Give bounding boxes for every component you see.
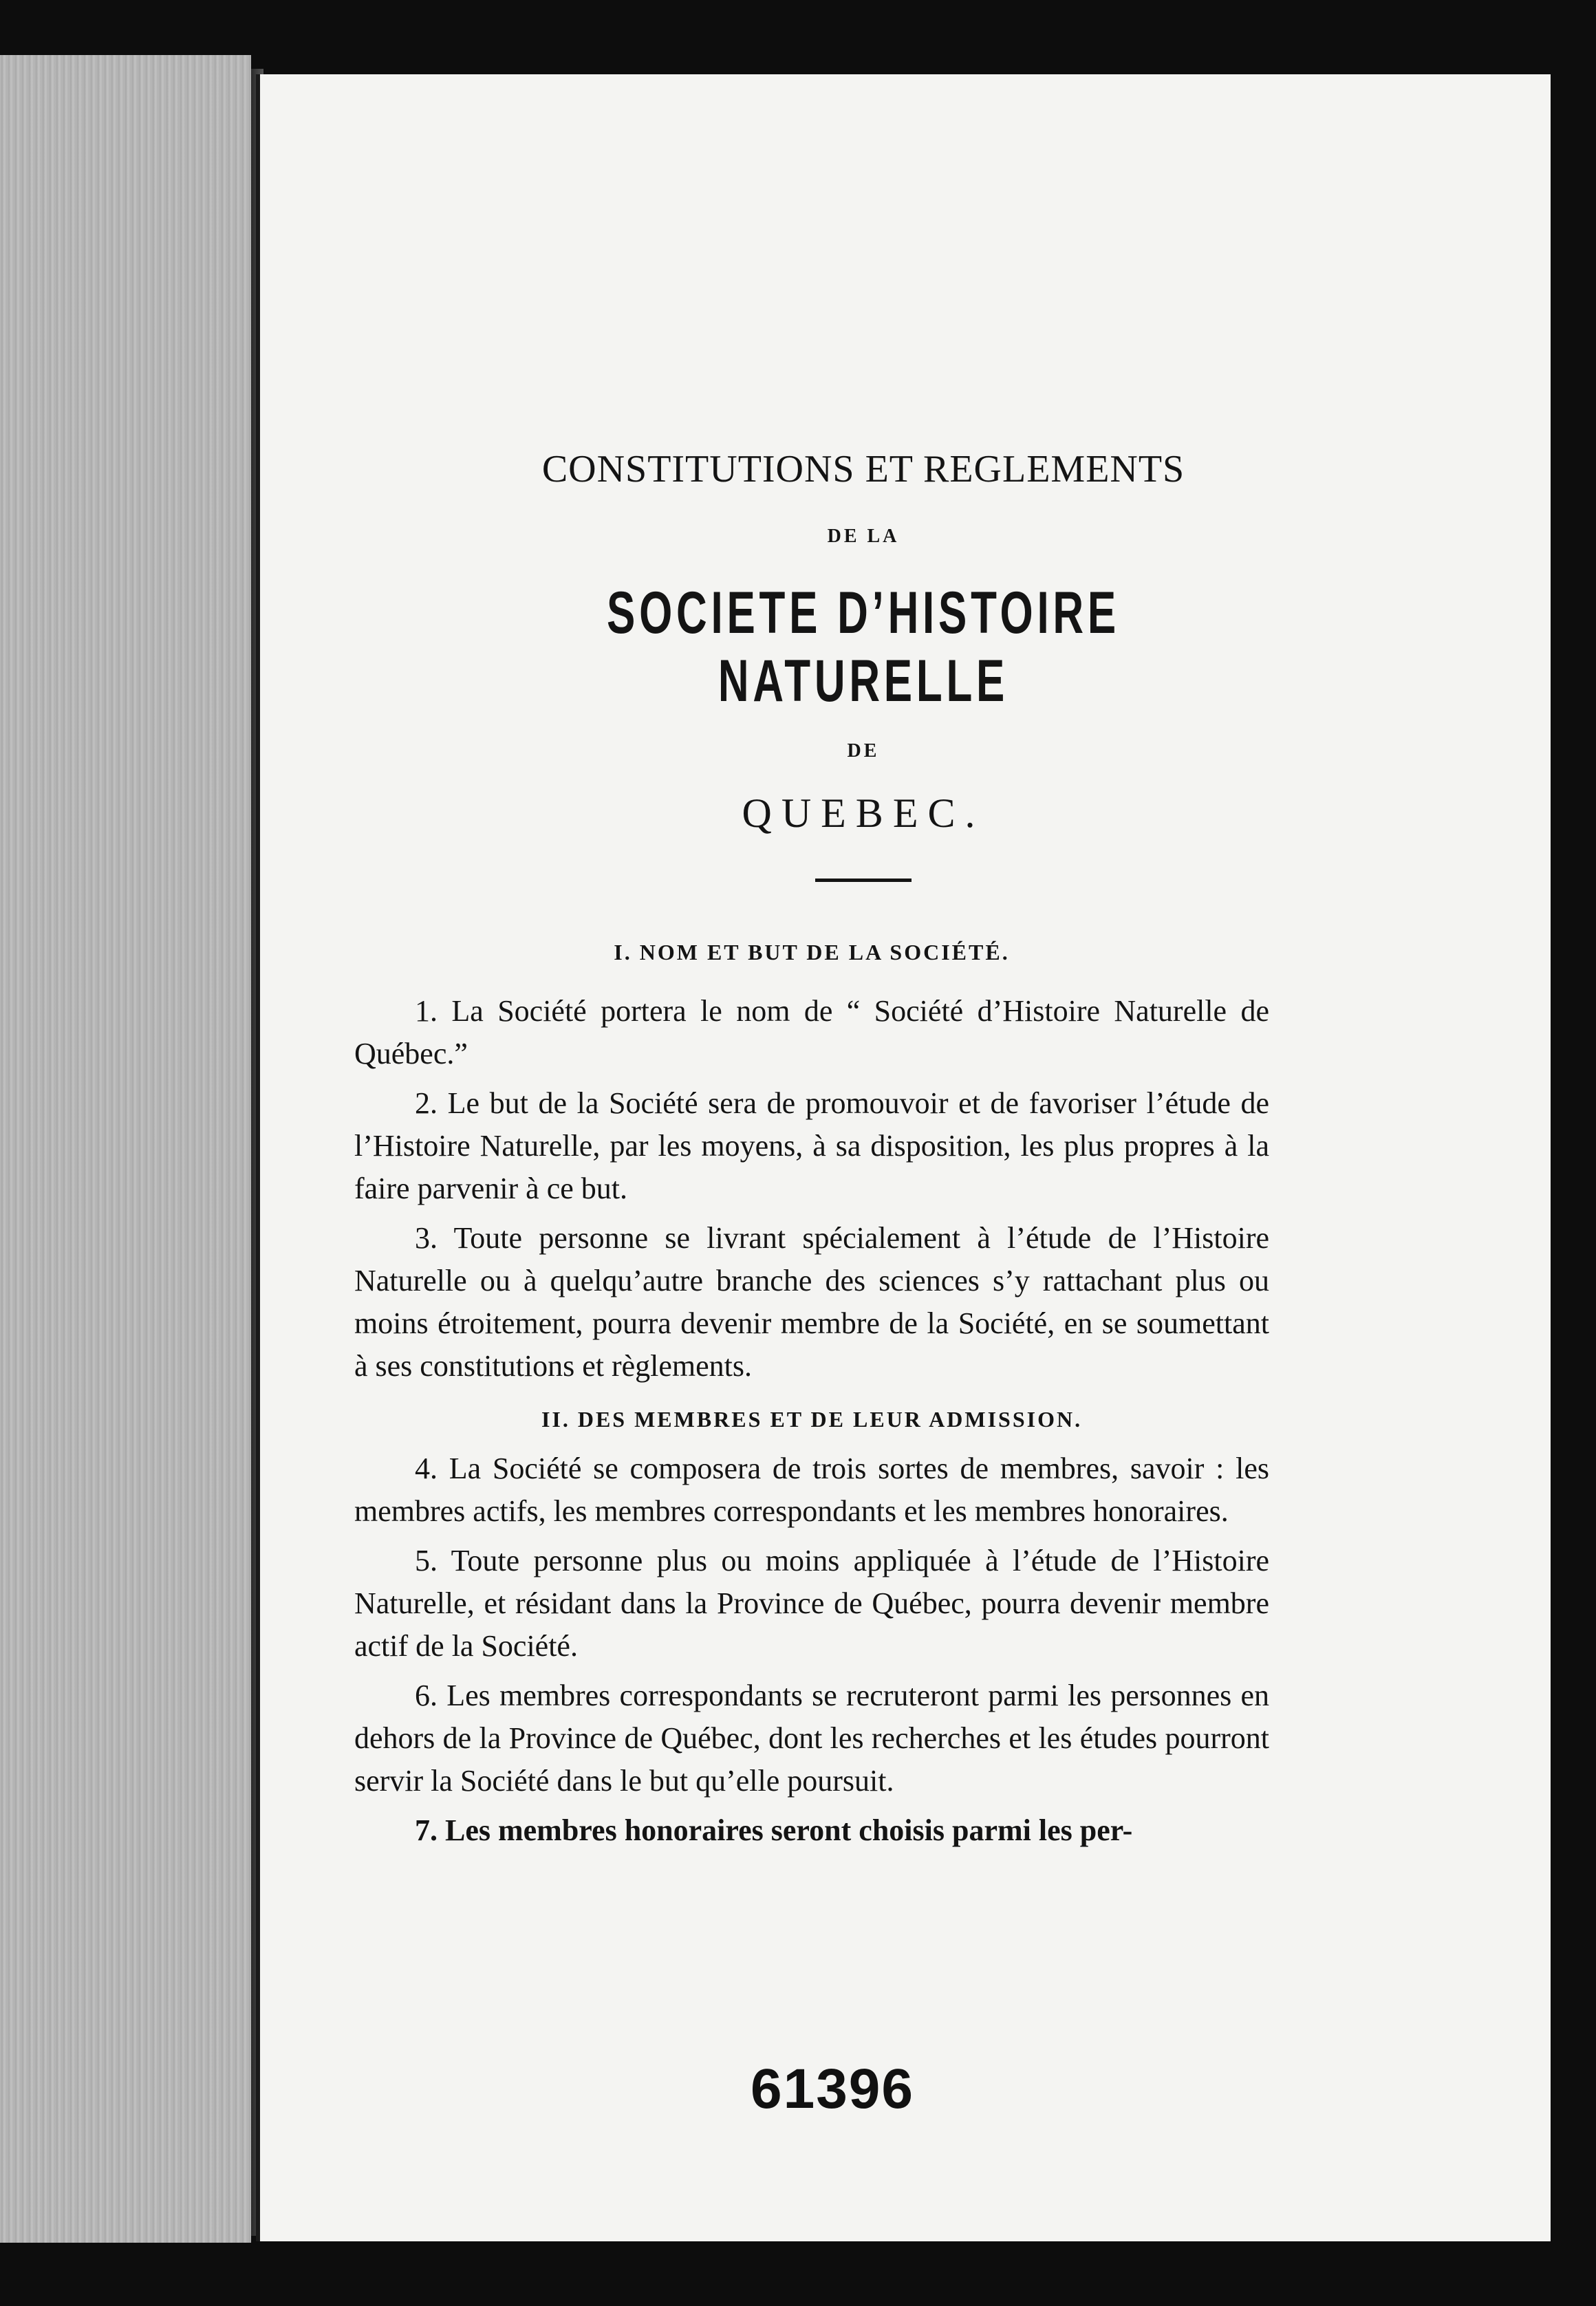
section-heading-2: II. DES MEMBRES ET DE LEUR ADMISSION. — [541, 1407, 1083, 1432]
article-1: 1. La Société portera le nom de “ Société d’Histoire Naturelle de Québec.” — [354, 994, 1269, 1070]
article-5: 5. Toute personne plus ou moins appliquée à l’étude de l’Histoire Naturelle, et résidant dans la Province de Québec, pourra devenir membre actif de la Société. — [354, 1544, 1269, 1663]
article-2: 2. Le but de la Société sera de promouvoir et de favoriser l’étude de l’Histoire Naturelle, par les moyens, à sa disposition, les plus propres à la faire parvenir à ce but. — [354, 1086, 1269, 1205]
title-society-name: SOCIETE D’HISTOIRE NATURELLE — [607, 580, 1120, 714]
article-4: 4. La Société se composera de trois sortes de membres, savoir : les membres actifs, les membres correspondants et les membres honoraires. — [354, 1452, 1269, 1528]
article-3: 3. Toute personne se livrant spécialement à l’étude de l’Histoire Naturelle ou à quelqu’autre branche des sciences s’y rattachant plus ou moins étroitement, pourra devenir membre de la Société, en se soumettant à ses constitutions et règlements. — [354, 1221, 1269, 1383]
title-city: QUEBEC. — [742, 790, 985, 836]
page-text — [354, 447, 1269, 1859]
article-7: 7. Les membres honoraires seront choisis parmi les per- — [415, 1813, 1133, 1847]
book-spine — [0, 55, 251, 2243]
title-line-4: DE — [847, 740, 880, 762]
title-divider — [815, 879, 912, 882]
catalog-number: 61396 — [750, 2058, 915, 2120]
catalog-number-stamp — [34, 2057, 1596, 2122]
article-6: 6. Les membres correspondants se recruteront parmi les personnes en dehors de la Province de Québec, dont les recherches et les études pourront servir la Société dans le but qu’elle poursuit. — [354, 1679, 1269, 1798]
title-line-2: DE LA — [827, 526, 900, 547]
section-heading-1: I. NOM ET BUT DE LA SOCIÉTÉ. — [614, 940, 1010, 965]
title-line-1: CONSTITUTIONS ET REGLEMENTS — [541, 448, 1185, 491]
